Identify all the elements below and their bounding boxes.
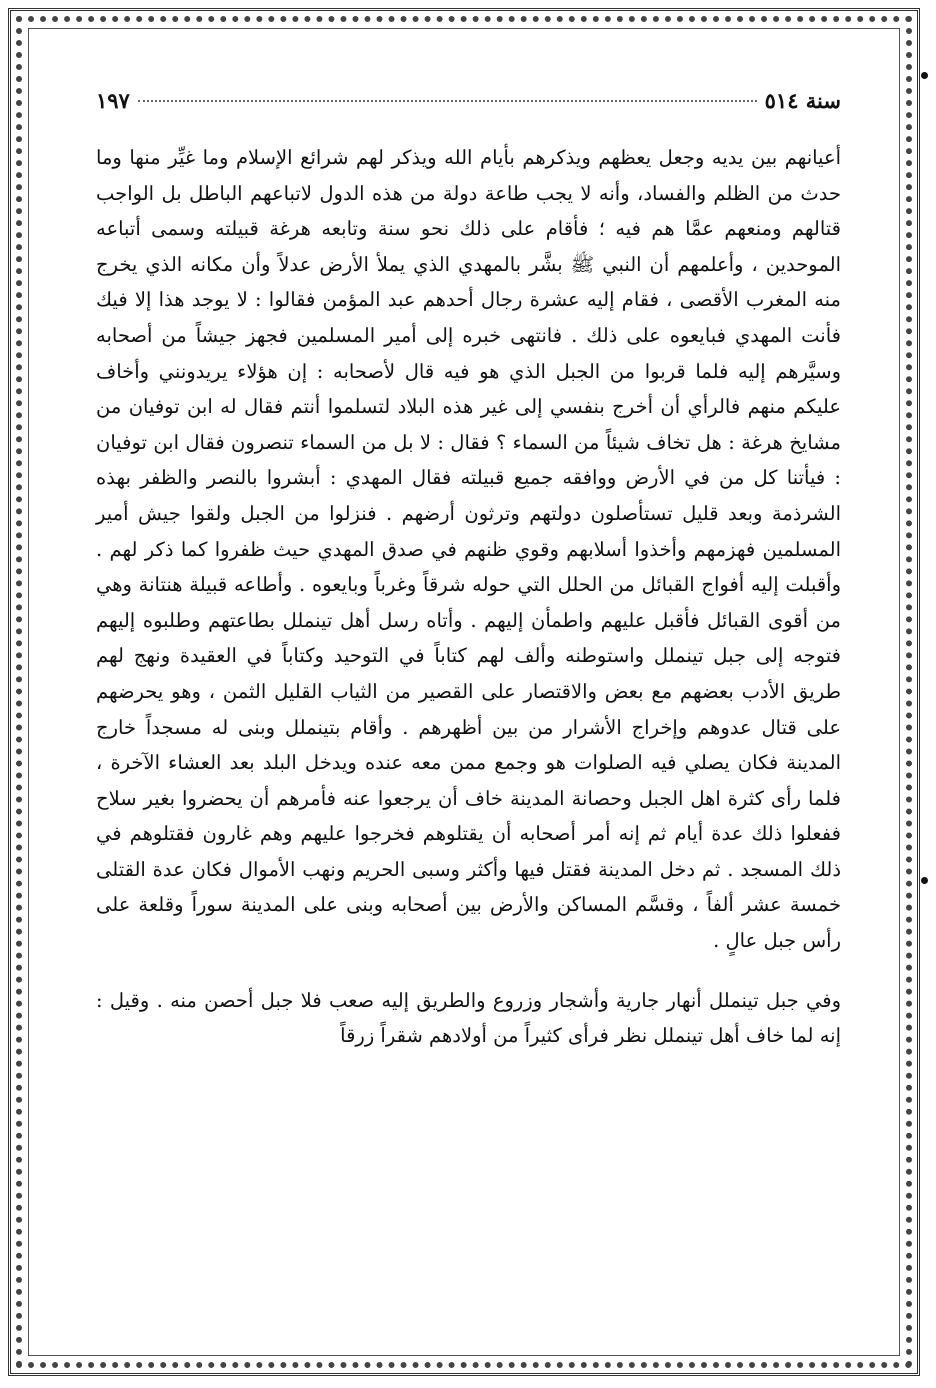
paragraph-1: أعيانهم بين يديه وجعل يعظهم ويذكرهم بأيام الله ويذكر لهم شرائع الإسلام وما غيِّر منها وما حدث من الظلم والفساد، وأنه لا يجب طاعة دولة من هذه الدول لاتباعهم الباطل بل الواجب قتالهم ومنعهم عمَّا هم فيه ؛ فأقام على ذلك نحو سنة وتابعه هرغة قبيلته وسمى أتباعه الموحدين ، وأعلمهم أن النبي ﷺ بشَّر بالمهدي الذي يملأ الأرض عدلاً وأن مكانه الذي يخرج منه المغرب الأقصى ، فقام إليه عشرة رجال أحدهم عبد المؤمن فقالوا : لا يوجد هذا إلا فيك فأنت المهدي فبايعوه على ذلك . فانتهى خبره إلى أمير المسلمين فجهز جيشاً من أصحابه وسيَّرهم إليه فلما قربوا من الجبل الذي هو فيه قال لأصحابه : إن هؤلاء يريدونني وأخاف عليكم منهم فالرأي أن أخرج بنفسي إلى غير هذه البلاد لتسلموا أنتم فقال له ابن توفيان من مشايخ هرغة : هل تخاف شيئاً من السماء ؟ فقال : لا بل من السماء تنصرون فقال ابن توفيان : فيأتنا كل من في الأرض ووافقه جميع قبيلته فقال المهدي : أبشروا بالنصر والظفر بهذه الشرذمة وبعد قليل تستأصلون دولتهم وترثون أرضهم . فنزلوا من الجبل ولقوا جيش أمير المسلمين فهزمهم وأخذوا أسلابهم وقوي ظنهم في صدق المهدي حيث ظفروا كما ذكر لهم . وأقبلت إليه أفواج القبائل من الحلل التي حوله شرقاً وغرباً وبايعوه . وأطاعه قبيلة هنتانة وهي من أقوى القبائل فأقبل عليهم واطمأن إليهم . وأتاه رسل أهل تينملل بطاعتهم وطلبوه إليهم فتوجه إلى جبل تينملل واستوطنه وألف لهم كتاباً في التوحيد وكتاباً في العقيدة ونهج لهم طريق الأدب بعضهم مع بعض والاقتصار على القصير من الثياب القليل الثمن ، وهو يحرضهم على قتال عدوهم وإخراج الأشرار من بين أظهرهم . وأقام بتينملل وبنى له مسجداً خارج المدينة فكان يصلي فيه الصلوات هو وجمع ممن معه عنده ويدخل البلد بعد العشاء الآخرة ، فلما رأى كثرة اهل الجبل وحصانة المدينة خاف أن يرجعوا عنه فأمرهم أن يحضروا بغير سلاح ففعلوا ذلك عدة أيام ثم إنه أمر أصحابه أن يقتلوهم فخرجوا عليهم وهم غارون فقتلوهم في ذلك المسجد . ثم دخل المدينة فقتل فيها وأكثر وسبى الحريم ونهب الأموال فكان عدة القتلى خمسة عشر ألفاً ، وقسَّم المساكن والأرض بين أصحابه وبنى على المدينة سوراً وقلعة على رأس جبل عالٍ . bbox=[96, 146, 841, 953]
running-header bbox=[96, 88, 841, 118]
year-label: سنة ٥١٤ bbox=[764, 88, 841, 113]
margin-mark-middle bbox=[921, 877, 928, 884]
page-number: ١٩٧ bbox=[96, 88, 130, 113]
paragraph-2: وفي جبل تينملل أنهار جارية وأشجار وزروع والطريق إليه صعب فلا جبل أحصن منه . وقيل : إنه لما خاف أهل تينملل نظر فرأى كثيراً من أولادهم شقراً زرقاً bbox=[96, 988, 841, 1048]
dotted-leader bbox=[138, 100, 757, 102]
margin-mark-top bbox=[921, 72, 928, 79]
body-text bbox=[96, 140, 841, 1054]
